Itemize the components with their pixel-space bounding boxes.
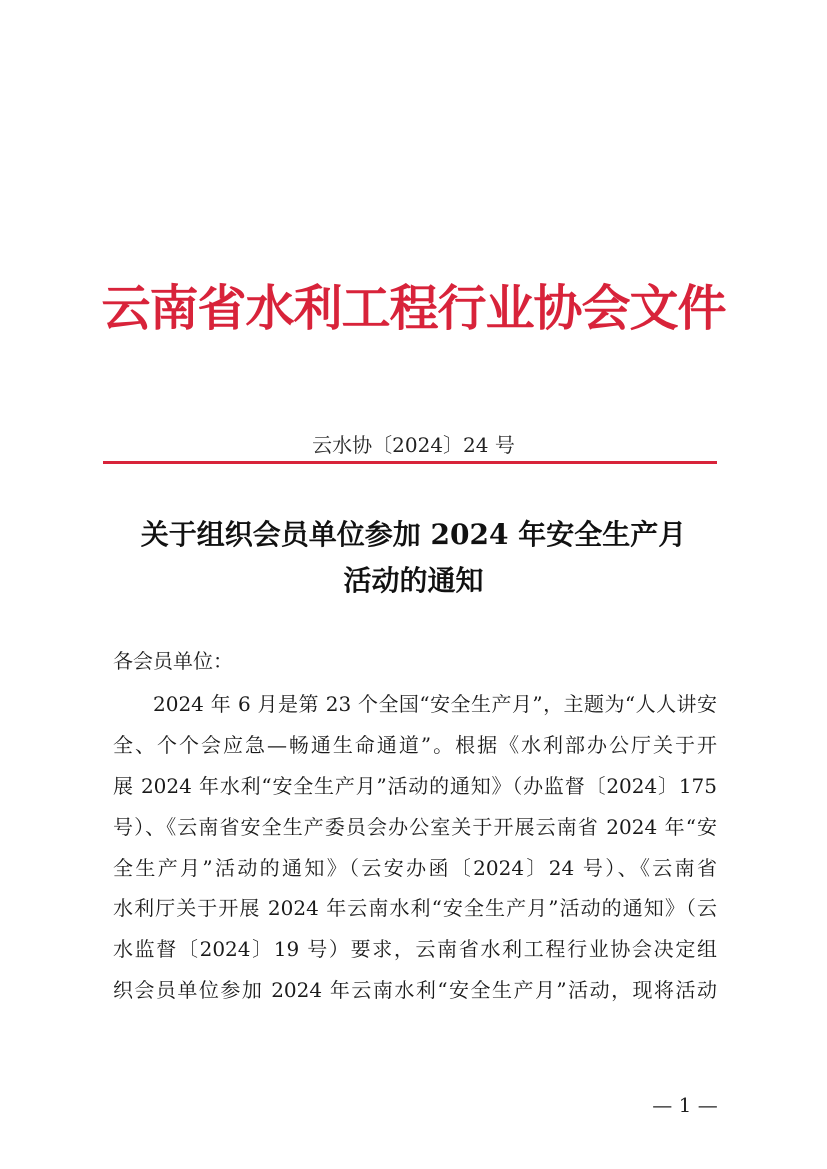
body-line: 展 2024 年水利“安全生产月”活动的通知》（办监督〔2024〕175 bbox=[113, 773, 717, 798]
body-line: 织会员单位参加 2024 年云南水利“安全生产月”活动，现将活动 bbox=[113, 978, 717, 1003]
document-title bbox=[100, 512, 727, 604]
body-line: 全、个个会应急—畅通生命通道”。根据《水利部办公厅关于开 bbox=[113, 732, 717, 757]
document-number: 云水协〔2024〕24 号 bbox=[312, 433, 515, 457]
masthead-title: 云南省水利工程行业协会文件 bbox=[101, 279, 726, 337]
page-number: — 1 — bbox=[652, 1093, 718, 1117]
body-line: 2024 年 6 月是第 23 个全国“安全生产月”，主题为“人人讲安 bbox=[153, 692, 717, 716]
body-line: 水监督〔2024〕19 号）要求，云南省水利工程行业协会决定组 bbox=[113, 937, 717, 962]
salutation: 各会员单位： bbox=[113, 649, 233, 673]
title-line-1: 关于组织会员单位参加 2024 年安全生产月 bbox=[140, 518, 687, 551]
title-line-2: 活动的通知 bbox=[343, 564, 484, 597]
body-line: 水利厅关于开展 2024 年云南水利“安全生产月”活动的通知》（云 bbox=[113, 896, 717, 921]
body-line: 号）、《云南省安全生产委员会办公室关于开展云南省 2024 年“安 bbox=[113, 814, 717, 839]
red-divider-line bbox=[103, 461, 717, 464]
body-text bbox=[113, 684, 717, 1011]
body-line: 全生产月”活动的通知》（云安办函〔2024〕24 号）、《云南省 bbox=[113, 855, 717, 880]
